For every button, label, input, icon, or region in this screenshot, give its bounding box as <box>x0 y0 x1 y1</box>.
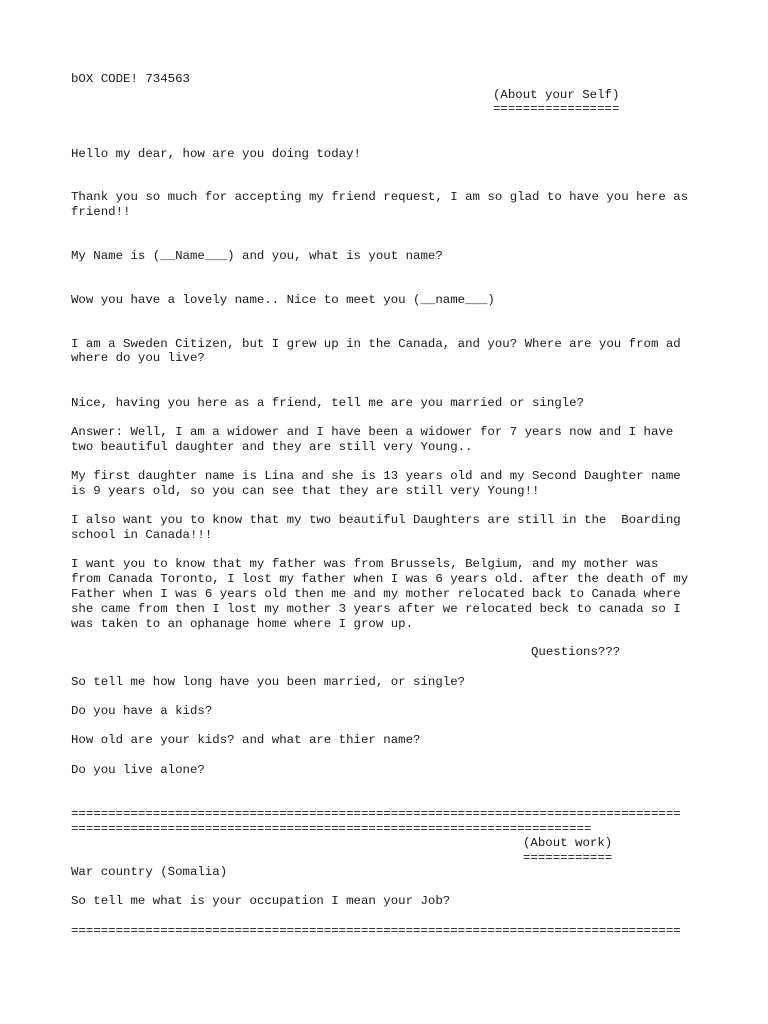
about-work-heading: (About work) <box>523 836 613 850</box>
about-self-heading: (About your Self) <box>493 88 620 102</box>
daughters-line-1: My first daughter name is Lina and she is 13 years old and my Second Daughter name <box>71 469 681 483</box>
answer-line-1: Answer: Well, I am a widower and I have been a widower for 7 years now and I have <box>71 425 674 439</box>
divider-end: ================================================================================== <box>71 924 681 938</box>
married-question: Nice, having you here as a friend, tell me are you married or single? <box>71 396 585 410</box>
occupation-question: So tell me what is your occupation I mean your Job? <box>71 894 451 908</box>
father-line-2: from Canada Toronto, I lost my father when I was 6 years old. after the death of my <box>71 572 689 586</box>
greeting-line: Hello my dear, how are you doing today! <box>71 147 361 161</box>
question-married-duration: So tell me how long have you been married, or single? <box>71 675 466 689</box>
about-work-underline: ============ <box>523 851 613 865</box>
father-line-1: I want you to know that my father was from Brussels, Belgium, and my mother was <box>71 557 659 571</box>
nice-to-meet-line: Wow you have a lovely name.. Nice to meet you (__name___) <box>71 293 495 307</box>
father-line-3: Father when I was 6 years old then me and my mother relocated back to Canada where <box>71 587 681 601</box>
name-line: My Name is (__Name___) and you, what is yout name? <box>71 249 443 263</box>
divider-mid: ====================================================================== <box>71 822 592 836</box>
thanks-line-1: Thank you so much for accepting my friend request, I am so glad to have you here as <box>71 190 689 204</box>
about-self-underline: ================= <box>493 102 620 116</box>
question-kids: Do you have a kids? <box>71 704 213 718</box>
daughters-line-2: is 9 years old, so you can see that they are still very Young!! <box>71 484 540 498</box>
answer-line-2: two beautiful daughter and they are still very Young.. <box>71 440 473 454</box>
father-line-4: she came from then I lost my mother 3 years after we relocated beck to canada so I <box>71 602 681 616</box>
boarding-line-1: I also want you to know that my two beautiful Daughters are still in the Boarding <box>71 513 681 527</box>
thanks-line-2: friend!! <box>71 205 131 219</box>
father-line-5: was taken to an ophanage home where I grow up. <box>71 617 414 631</box>
citizen-line-2: where do you live? <box>71 351 205 365</box>
question-live-alone: Do you live alone? <box>71 763 205 777</box>
boarding-line-2: school in Canada!!! <box>71 528 213 542</box>
questions-heading: Questions??? <box>531 645 621 659</box>
divider-long: ================================================================================== <box>71 807 681 821</box>
war-country-line: War country (Somalia) <box>71 865 228 879</box>
question-kids-age: How old are your kids? and what are thier name? <box>71 733 421 747</box>
citizen-line-1: I am a Sweden Citizen, but I grew up in the Canada, and you? Where are you from ad <box>71 337 681 351</box>
box-code: bOX CODE! 734563 <box>71 72 190 86</box>
